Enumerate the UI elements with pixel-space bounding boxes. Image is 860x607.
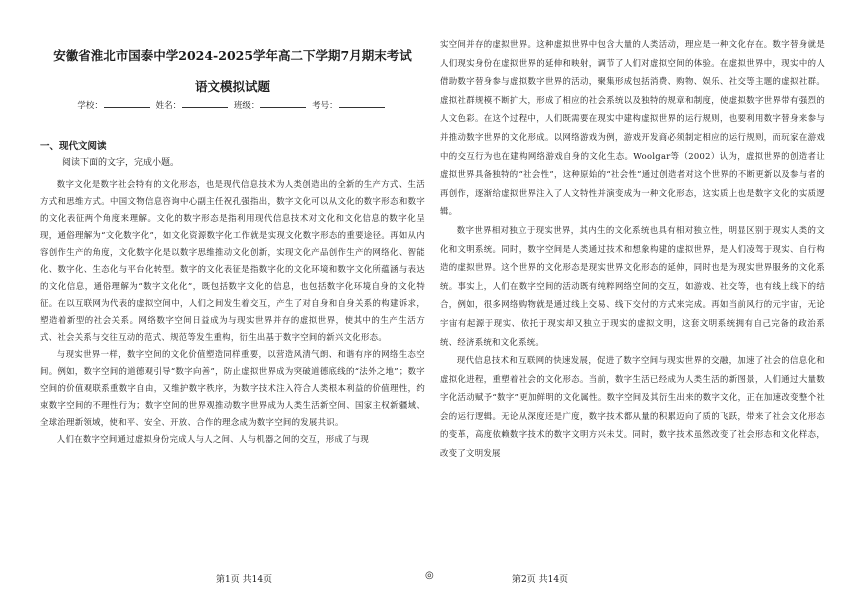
class-label: 班级： bbox=[233, 101, 260, 111]
paragraph: 与现实世界一样，数字空间的文化价值塑造同样重要，以营造风清气朗、和谐有序的网络生态空间。例如，数字空间的道德观引导“数字向善”，防止虚拟世界成为突破道德底线的“法外之地”；数字空间的价值观联系重数字自由，又维护数字秩序，为数字技术注入符合人类根本利益的价值理性，约束数字空间的不理性行为；数字空间的世界观推动数字世界成为人类生活新空间、国家主权新疆域、全球治理新领域，使和平、安全、开放、合作的理念成为数字空间的发展共识。 bbox=[40, 349, 425, 427]
school-label: 学校： bbox=[77, 101, 103, 111]
class-blank bbox=[260, 99, 306, 108]
paragraph: 数字世界相对独立于现实世界，其内生的文化系统也具有相对独立性，明显区别于现实人类的文化和文明系统。同时，数字空间是人类通过技术和想象构建的虚拟世界，是人们凌驾于现实、自行构造的虚拟世界。这个世界的文化形态是现实世界文化形态的延伸，同时也是为现实世界服务的文化系统。事实上，人们在数字空间的活动既有纯粹网络空间的交互，如游戏、社交等，也有线上线下的结合，例如，很多网络购物就是通过线上交易、线下交付的方式来完成。再如当前风行的元宇宙，无论宇宙有起源于现实、依托于现实却又独立于现实的虚拟文明，这套文明系统拥有自己完备的政治系统、经济系统和文化系统。 bbox=[440, 224, 825, 347]
name-label: 姓名： bbox=[155, 101, 182, 111]
section-heading: 一、现代文阅读 bbox=[40, 141, 107, 152]
left-column-text bbox=[40, 176, 425, 566]
name-blank bbox=[182, 99, 228, 108]
page-number-left: 第1页 共14页 bbox=[216, 575, 273, 585]
exam-title: 安徽省淮北市国泰中学2024-2025学年高二下学期7月期末考试 bbox=[53, 48, 412, 63]
exam-subtitle: 语文模拟试题 bbox=[194, 79, 270, 94]
exam-number-blank bbox=[339, 99, 385, 108]
paragraph: 实空间并存的虚拟世界。这种虚拟世界中包含大量的人类活动，理应是一种文化存在。数字替身就是人们现实身份在虚拟世界的延伸和映射，调节了人们对虚拟空间的体验。在虚拟世界中，现实中的人借助数字替身参与虚拟数字世界的活动，聚集形成包括消费、购物、娱乐、社交等主题的虚拟社群。虚拟社群规模不断扩大，形成了相应的社会系统以及独特的规章和制度，使虚拟数字世界带有强烈的人文色彩。在这个过程中，人们既需要在现实中建构虚拟世界的运行规则，也要利用数字替身来参与并推动数字世界的文化形成。以网络游戏为例，游戏开发商必须制定相应的运行规则，而玩家在游戏中的交互行为也在建构网络游戏自身的文化生态。Woolgar等（2002）认为，虚拟世界的创造者让虚拟世界具备独特的“社会性”，这种原始的“社会性”通过创造者对这个世界的不断更新以及参与者的再创作，逐渐给虚拟世界注入了人文特性并演变成为一种文化形态，这实质上也是数字文化的实质逻辑。 bbox=[440, 39, 825, 217]
student-info-line bbox=[40, 99, 425, 111]
paragraph: 现代信息技术和互联网的快速发展，促进了数字空间与现实世界的交融，加速了社会的信息化和虚拟化进程，重塑着社会的文化形态。当前，数字生活已经成为人类生活的新图景，人们通过大量数字化活动赋予“数字”更加鲜明的文化属性。数字空间及其衍生出来的数字文化，正在加速改变整个社会的运行逻辑。无论从深度还是广度，数字技术都从量的积累迈向了质的飞跃，带来了社会文化形态的变革，高度依赖数字技术的数字文明方兴未艾。同时，数字技术虽然改变了社会形态和文化样态，改变了文明发展 bbox=[440, 355, 825, 459]
footer-symbol: ◎ bbox=[425, 570, 434, 581]
paragraph: 人们在数字空间通过虚拟身份完成人与人之间、人与机器之间的交互，形成了与现 bbox=[56, 434, 370, 444]
page-number-right: 第2页 共14页 bbox=[512, 575, 569, 585]
exam-number-label: 考号： bbox=[312, 101, 338, 111]
paragraph: 数字文化是数字社会特有的文化形态，也是现代信息技术为人类创造出的全新的生产方式、生活方式和思维方式。中国文物信息咨询中心副主任祝孔强指出，数字文化可以从文化的数字形态和数字的文化表征两个角度来理解。文化的数字形态是指利用现代信息技术对文化和文化信息的数字化呈现，通俗理解为“文化数字化”，如文化资源数字化工作就是实现文化数字形态的重要途径。再如从内容创作生产的角度，文化数字化是以数字思维推动文化创新，实现文化产品创作生产的网络化、智能化、数字化、生态化与平台化转型。数字的文化表征是指数字化的文化环境和数字文化所蕴涵与表达的文化信息，通俗理解为“数字文化化”，既包括数字文化的信息，也包括数字化环境自身的文化特征。在以互联网为代表的虚拟空间中，人们之间发生着交互，产生了对自身和自身关系的构建诉求，塑造着新型的社会关系。网络数字空间日益成为与现实世界并存的虚拟世界，使其中的生产生活方式、社会关系与交往互动的范式、规范等发生重构，衍生出基于数字空间的新兴文化形态。 bbox=[40, 179, 425, 342]
right-column-text bbox=[440, 35, 825, 570]
reading-instruction: 阅读下面的文字，完成小题。 bbox=[62, 158, 180, 168]
school-blank bbox=[104, 99, 150, 108]
